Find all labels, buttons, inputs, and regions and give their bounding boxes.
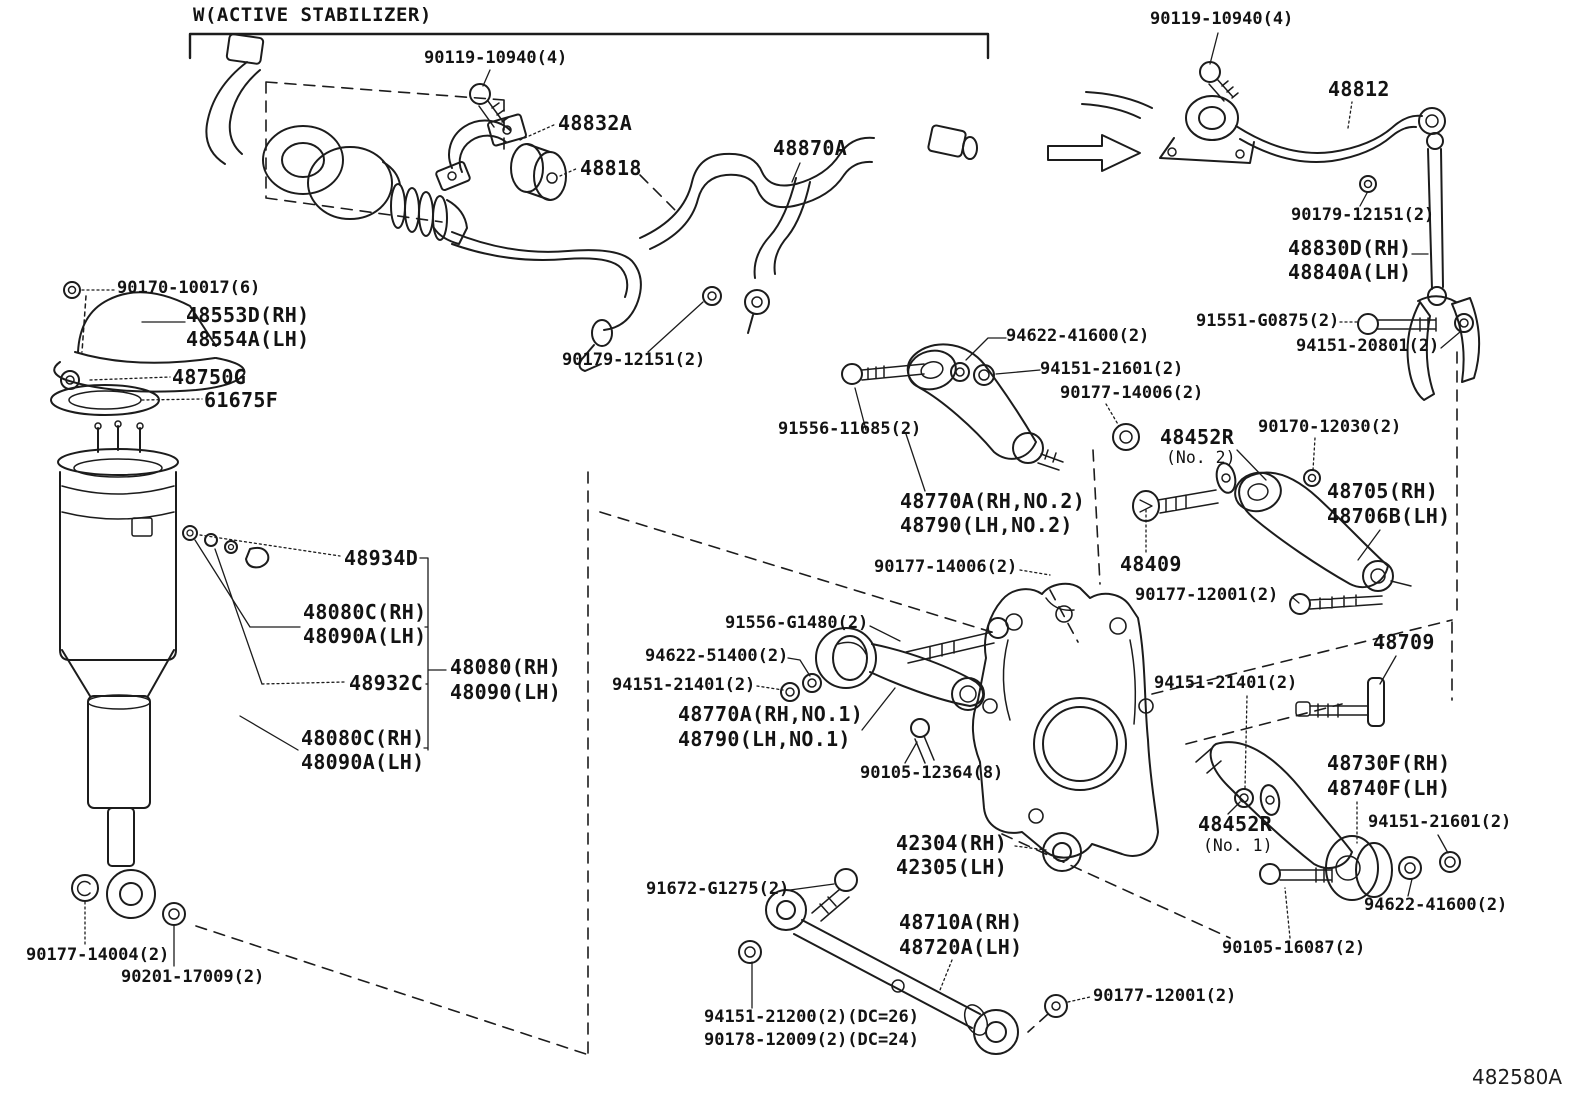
label-48934d: 48934D bbox=[344, 546, 419, 570]
label-48770a-no1-rh: 48770A(RH,NO.1) bbox=[678, 702, 864, 726]
label-48709: 48709 bbox=[1373, 630, 1435, 654]
label-48812: 48812 bbox=[1328, 77, 1390, 101]
clamp-and-bushing-drawing bbox=[435, 114, 566, 200]
label-90178-12009-dc24: 90178-12009(2)(DC=24) bbox=[704, 1030, 919, 1050]
label-48818: 48818 bbox=[580, 156, 642, 180]
label-48080c-rh-upper: 48080C(RH) bbox=[303, 600, 427, 624]
label-61675f: 61675F bbox=[204, 388, 279, 412]
label-90177-14006-mid: 90177-14006(2) bbox=[874, 557, 1018, 577]
label-48090a-lh-upper: 48090A(LH) bbox=[303, 624, 427, 648]
leader-lines bbox=[82, 33, 1460, 1008]
label-90105-12364: 90105-12364(8) bbox=[860, 763, 1004, 783]
label-48554a-lh: 48554A(LH) bbox=[186, 327, 310, 351]
label-48870a: 48870A bbox=[773, 136, 848, 160]
label-48710a-rh: 48710A(RH) bbox=[899, 910, 1023, 934]
diagram-title: W(ACTIVE STABILIZER) bbox=[193, 4, 432, 26]
label-94151-20801: 94151-20801(2) bbox=[1296, 336, 1440, 356]
label-90201-17009: 90201-17009(2) bbox=[121, 967, 265, 987]
label-48409: 48409 bbox=[1120, 552, 1182, 576]
label-90177-14006-upper: 90177-14006(2) bbox=[1060, 383, 1204, 403]
label-48452r-no2: 48452R bbox=[1160, 425, 1235, 449]
label-48830d-rh: 48830D(RH) bbox=[1288, 236, 1412, 260]
label-48770a-no2-rh: 48770A(RH,NO.2) bbox=[900, 489, 1086, 513]
label-48790-no2-lh: 48790(LH,NO.2) bbox=[900, 513, 1073, 537]
label-94622-41600-lower: 94622-41600(2) bbox=[1364, 895, 1508, 915]
label-48080-rh: 48080(RH) bbox=[450, 655, 562, 679]
label-48750g: 48750G bbox=[172, 365, 247, 389]
label-48832a: 48832A bbox=[558, 111, 633, 135]
label-94151-21401-right: 94151-21401(2) bbox=[1154, 673, 1298, 693]
title-bracket-line bbox=[190, 34, 988, 58]
label-90179-12151-right: 90179-12151(2) bbox=[1291, 205, 1435, 225]
label-48705-rh: 48705(RH) bbox=[1327, 479, 1439, 503]
label-90119-10940-left: 90119-10940(4) bbox=[424, 48, 568, 68]
label-90170-12030: 90170-12030(2) bbox=[1258, 417, 1402, 437]
label-94151-21601-upper: 94151-21601(2) bbox=[1040, 359, 1184, 379]
label-48080c-rh-lower: 48080C(RH) bbox=[301, 726, 425, 750]
label-48090-lh: 48090(LH) bbox=[450, 680, 562, 704]
air-strut-drawing bbox=[58, 421, 268, 925]
label-42304-rh: 42304(RH) bbox=[896, 831, 1008, 855]
label-91556-11685: 91556-11685(2) bbox=[778, 419, 922, 439]
label-48452r-no1: 48452R bbox=[1198, 812, 1273, 836]
label-94622-51400: 94622-51400(2) bbox=[645, 646, 789, 666]
drawing-number: 482580A bbox=[1472, 1065, 1563, 1089]
label-48730f-rh: 48730F(RH) bbox=[1327, 751, 1451, 775]
label-91672-g1275: 91672-G1275(2) bbox=[646, 879, 790, 899]
label-90177-12001-upper: 90177-12001(2) bbox=[1135, 585, 1279, 605]
label-42305-lh: 42305(LH) bbox=[896, 855, 1008, 879]
label-94622-41600-upper: 94622-41600(2) bbox=[1006, 326, 1150, 346]
label-90119-10940-right: 90119-10940(4) bbox=[1150, 9, 1294, 29]
knuckle-drawing bbox=[973, 584, 1158, 871]
label-48720a-lh: 48720A(LH) bbox=[899, 935, 1023, 959]
label-48452r-no1-note: (No. 1) bbox=[1203, 836, 1273, 855]
label-91556-g1480: 91556-G1480(2) bbox=[725, 613, 869, 633]
label-48553d-rh: 48553D(RH) bbox=[186, 303, 310, 327]
label-90179-12151-mid: 90179-12151(2) bbox=[562, 350, 706, 370]
label-90177-12001-lower: 90177-12001(2) bbox=[1093, 986, 1237, 1006]
label-48452r-no2-note: (No. 2) bbox=[1166, 448, 1236, 467]
arrow-icon bbox=[1048, 135, 1140, 171]
label-48840a-lh: 48840A(LH) bbox=[1288, 260, 1412, 284]
label-48706b-lh: 48706B(LH) bbox=[1327, 504, 1451, 528]
label-90105-16087: 90105-16087(2) bbox=[1222, 938, 1366, 958]
label-94151-21200-dc26: 94151-21200(2)(DC=26) bbox=[704, 1007, 919, 1027]
label-48740f-lh: 48740F(LH) bbox=[1327, 776, 1451, 800]
label-48790-no1-lh: 48790(LH,NO.1) bbox=[678, 727, 851, 751]
label-48090a-lh-lower: 48090A(LH) bbox=[301, 750, 425, 774]
label-94151-21601-lower: 94151-21601(2) bbox=[1368, 812, 1512, 832]
label-48932c: 48932C bbox=[349, 671, 424, 695]
label-90170-10017: 90170-10017(6) bbox=[117, 278, 261, 298]
label-91551-g0875: 91551-G0875(2) bbox=[1196, 311, 1340, 331]
label-94151-21401-left: 94151-21401(2) bbox=[612, 675, 756, 695]
label-90177-14004: 90177-14004(2) bbox=[26, 945, 170, 965]
